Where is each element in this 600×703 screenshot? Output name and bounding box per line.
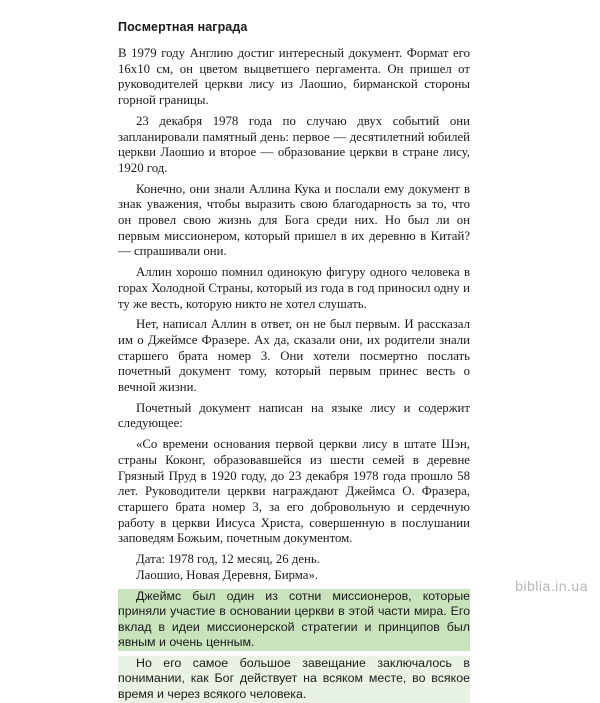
quote-date-line: Дата: 1978 год, 12 месяц, 26 день. — [136, 552, 320, 567]
paragraph-highlighted-2: Но его самое большое завещание заключалось в понимании, как Бог действует на всяком месте, во всякое время и через всякого человека. — [118, 655, 470, 702]
paragraph-6: Почетный документ написан на языке лису и содержит следующее: — [118, 400, 470, 431]
paragraph-4: Аллин хорошо помнил одинокую фигуру одного человека в горах Холодной Страны, который из года в год приносил одну и ту же весть, которую никто не хотел слушать. — [118, 265, 470, 311]
paragraph-highlighted-1: Джеймс был один из сотни миссионеров, которые приняли участие в основании церкви в этой части мира. Его вклад в идеи миссионерской стратегии и принципов был явным и очень ценным. — [118, 588, 470, 650]
site-watermark: biblia.in.ua — [515, 578, 588, 594]
book-page — [118, 20, 470, 702]
quoted-document: «Со времени основания первой церкви лису в штате Шэн, страны Коконг, образовавшейся из шести семей в деревне Грязный Пруд в 1920 году, до 23 декабря 1978 года прошло 58 лет. Руководители церкви награждают Джеймса О. Фразера, старшего брата номер 3, за его добровольную и сердечную работу в церкви Иисуса Христа, совершенную в послушании заповедям Божьим, почетным документом. — [118, 437, 470, 546]
quote-place-line: Лаошио, Новая Деревня, Бирма». — [136, 567, 319, 582]
paragraph-2: 23 декабря 1978 года по случаю двух событий они запланировали памятный день: первое — десятилетний юбилей церкви Лаошио и второе — образование церкви в стране лису, 1920 год. — [118, 113, 470, 175]
page-title: Посмертная награда — [118, 20, 248, 34]
paragraph-3: Конечно, они знали Аллина Кука и послали ему документ в знак уважения, чтобы выразить свою благодарность за то, что он провел свою жизнь для Бога среди них. Но был ли он первым миссионером, который пришел в их деревню в Китай? — спрашивали они. — [118, 181, 470, 259]
paragraph-5: Нет, написал Аллин в ответ, он не был первым. И рассказал им о Джеймсе Фразере. Ах да, сказали они, их родители знали старшего брата номер 3. Они хотели посмертно послать почетный документ тому, который первым принес весть о вечной жизни. — [118, 317, 470, 395]
paragraph-1: В 1979 году Англию достиг интересный документ. Формат его 16x10 см, он цветом выцветшего пергамента. Он пришел от руководителей церкви лису из Лаошио, бирманской стороны горной границы. — [118, 46, 470, 108]
